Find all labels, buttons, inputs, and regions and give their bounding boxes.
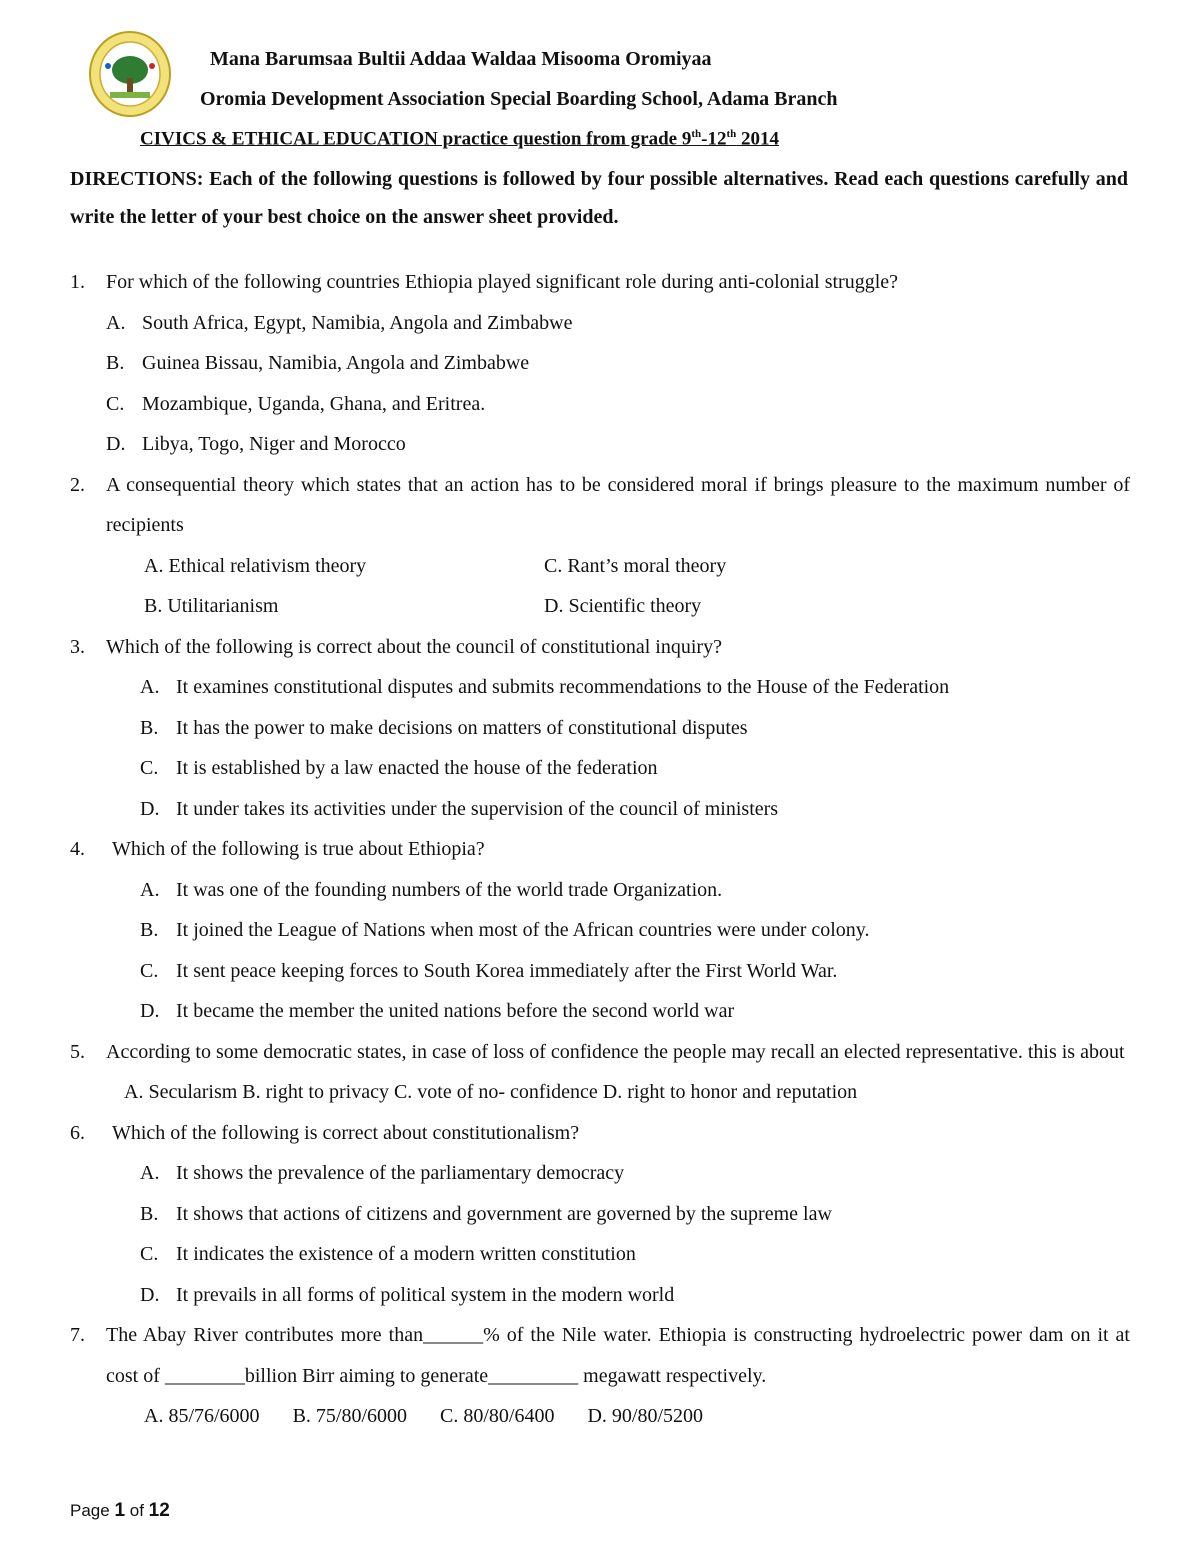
option-c xyxy=(140,951,1130,992)
question-number: 1. xyxy=(70,271,85,293)
header-line-3-mid: -12 xyxy=(701,128,727,150)
question-number: 7. xyxy=(70,1324,85,1346)
option-text: It joined the League of Nations when most of the African countries were under colony. xyxy=(176,919,870,941)
of-word: of xyxy=(129,1501,144,1520)
question-7 xyxy=(70,1315,1130,1437)
question-stem: Which of the following is correct about constitutionalism? xyxy=(112,1121,580,1144)
question-3 xyxy=(70,627,1130,830)
option-text: It has the power to make decisions on matters of constitutional disputes xyxy=(176,716,748,739)
option-text: It shows the prevalence of the parliamentary democracy xyxy=(176,1162,625,1184)
option-text: It indicates the existence of a modern written constitution xyxy=(176,1243,636,1265)
question-stem: According to some democratic states, in case of loss of confidence the people may recall an elected representative. this is about xyxy=(106,1040,1125,1063)
header-line-2: Oromia Development Association Special Boarding School, Adama Branch xyxy=(200,88,838,110)
header-sup-2: th xyxy=(726,128,737,140)
option-a xyxy=(140,667,1130,708)
option-text: It prevails in all forms of political system in the modern world xyxy=(176,1283,675,1306)
question-stem: The Abay River contributes more than______% of the Nile water. Ethiopia is constructing hydroelectric power dam on it at cost of ________billion Birr aiming to generate_________ megawatt respectively. xyxy=(106,1324,1130,1387)
question-1 xyxy=(70,262,1130,465)
question-number: 5. xyxy=(70,1040,85,1063)
option-b xyxy=(140,708,1130,749)
option-c: C. Rant’s moral theory xyxy=(544,554,727,577)
question-stem: For which of the following countries Ethiopia played significant role during anti-colonial struggle? xyxy=(106,271,899,293)
option-b: B. Utilitarianism xyxy=(144,595,279,617)
option-letter: C. xyxy=(140,959,159,982)
option-text: Libya, Togo, Niger and Morocco xyxy=(142,433,406,455)
option-grid xyxy=(144,546,1130,627)
option-c xyxy=(140,748,1130,789)
header-line-3-year: 2014 xyxy=(736,128,780,150)
option-letter: A. xyxy=(140,1162,160,1184)
option-letter: C. xyxy=(140,1243,159,1265)
option-text: It was one of the founding numbers of the world trade Organization. xyxy=(176,878,723,901)
option-letter: A. xyxy=(140,878,160,901)
option-letter: B. xyxy=(140,919,159,941)
options-inline xyxy=(144,1396,1130,1437)
option-text: It sent peace keeping forces to South Korea immediately after the First World War. xyxy=(176,959,838,982)
option-text: It examines constitutional disputes and submits recommendations to the House of the Federation xyxy=(176,676,950,698)
option-b xyxy=(106,343,1130,384)
question-6 xyxy=(70,1113,1130,1316)
question-list xyxy=(70,262,1130,1437)
question-number: 3. xyxy=(70,635,85,658)
option-c: C. 80/80/6400 xyxy=(440,1405,555,1427)
option-text: Mozambique, Uganda, Ghana, and Eritrea. xyxy=(142,392,486,415)
page-number: 1 xyxy=(114,1500,126,1521)
option-letter: A. xyxy=(106,311,126,334)
option-letter: B. xyxy=(140,716,159,739)
options-inline: A. Secularism B. right to privacy C. vote of no- confidence D. right to honor and reputation xyxy=(124,1081,858,1103)
option-text: Guinea Bissau, Namibia, Angola and Zimbabwe xyxy=(142,352,530,374)
option-letter: B. xyxy=(106,352,125,374)
school-logo-icon xyxy=(88,30,172,118)
question-stem: Which of the following is true about Ethiopia? xyxy=(112,838,485,860)
page-total: 12 xyxy=(148,1500,170,1521)
option-d xyxy=(106,424,1130,465)
option-a: A. Ethical relativism theory xyxy=(144,554,367,577)
question-stem: Which of the following is correct about the council of constitutional inquiry? xyxy=(106,635,722,658)
option-letter: B. xyxy=(140,1202,159,1225)
header-line-1: Mana Barumsaa Bultii Addaa Waldaa Misooma Oromiyaa xyxy=(210,48,712,70)
option-letter: D. xyxy=(140,1283,160,1306)
header-line-3 xyxy=(140,128,779,150)
option-text: It is established by a law enacted the house of the federation xyxy=(176,757,658,779)
option-letter: D. xyxy=(140,797,160,820)
option-a xyxy=(106,303,1130,344)
option-b xyxy=(140,1194,1130,1235)
option-text: It shows that actions of citizens and government are governed by the supreme law xyxy=(176,1202,832,1225)
option-c xyxy=(106,384,1130,425)
option-letter: A. xyxy=(140,676,160,698)
option-d: D. Scientific theory xyxy=(544,595,702,617)
header-sup-1: th xyxy=(691,128,702,140)
option-d xyxy=(140,789,1130,830)
option-b xyxy=(140,910,1130,951)
directions: DIRECTIONS: Each of the following questions is followed by four possible alternatives. Read each questions carefully and write the letter of your best choice on the answer sheet provided. xyxy=(70,168,1128,228)
option-text: It under takes its activities under the supervision of the council of ministers xyxy=(176,797,779,820)
option-a xyxy=(140,870,1130,911)
option-d: D. 90/80/5200 xyxy=(587,1405,704,1427)
option-d xyxy=(140,1275,1130,1316)
page-word: Page xyxy=(70,1501,110,1520)
question-number: 6. xyxy=(70,1121,85,1144)
question-4 xyxy=(70,829,1130,1032)
question-5 xyxy=(70,1032,1130,1113)
option-letter: D. xyxy=(106,433,126,455)
question-number: 4. xyxy=(70,838,85,860)
question-stem: A consequential theory which states that an action has to be considered moral if brings pleasure to the maximum number of recipients xyxy=(106,473,1130,536)
option-a xyxy=(140,1153,1130,1194)
header-line-3-text: CIVICS & ETHICAL EDUCATION practice question from grade 9 xyxy=(140,128,692,150)
option-b: B. 75/80/6000 xyxy=(292,1405,408,1427)
option-d xyxy=(140,991,1130,1032)
question-2 xyxy=(70,465,1130,627)
question-number: 2. xyxy=(70,473,85,496)
option-a: A. 85/76/6000 xyxy=(144,1405,260,1427)
option-c xyxy=(140,1234,1130,1275)
option-text: It became the member the united nations before the second world war xyxy=(176,1000,735,1022)
option-text: South Africa, Egypt, Namibia, Angola and Zimbabwe xyxy=(142,311,573,334)
option-letter: C. xyxy=(106,392,125,415)
page-footer xyxy=(70,1500,170,1522)
option-letter: C. xyxy=(140,757,159,779)
option-letter: D. xyxy=(140,1000,160,1022)
